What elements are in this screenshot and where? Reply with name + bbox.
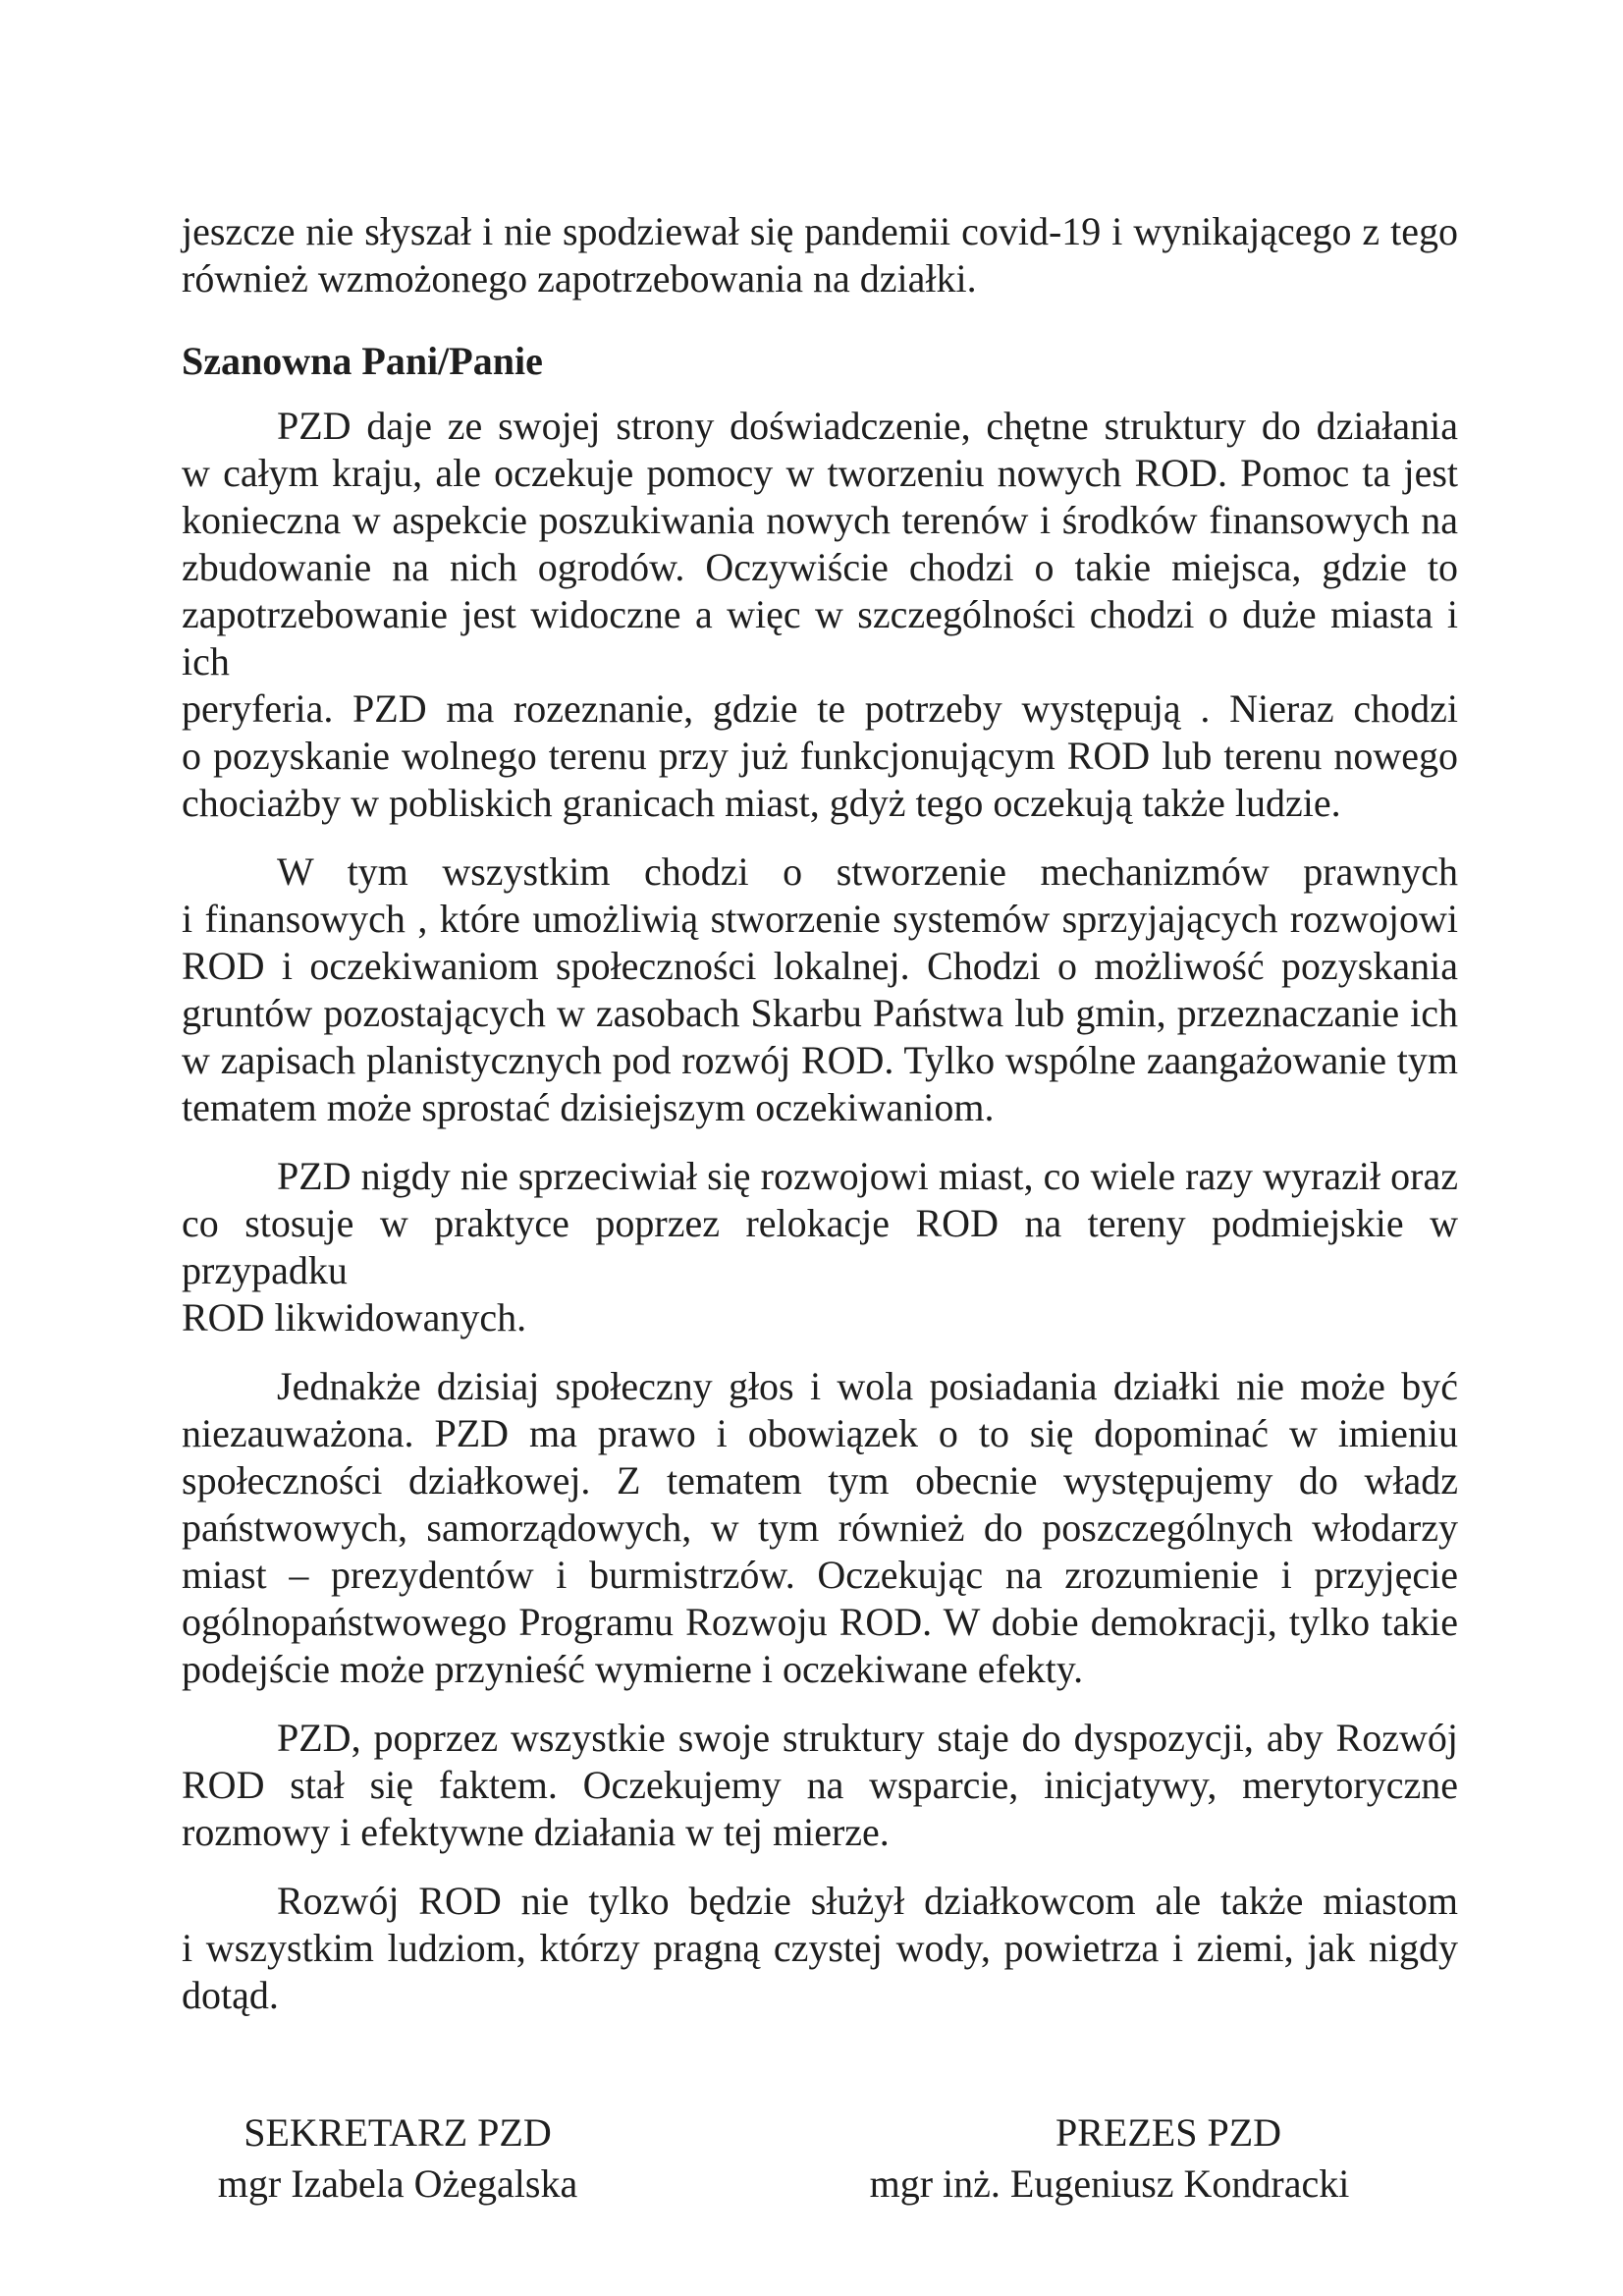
signature-left	[216, 2107, 579, 2210]
text-line: i wszystkim ludziom, którzy pragną czystej wody, powietrza i ziemi, jak nigdy	[182, 1926, 1458, 1970]
paragraph	[182, 1878, 1458, 2019]
signature-right	[864, 2107, 1355, 2210]
text-line: zbudowanie na nich ogrodów. Oczywiście chodzi o takie miejsca, gdzie to	[182, 545, 1458, 589]
text-line: ROD stał się faktem. Oczekujemy na wsparcie, inicjatywy, merytoryczne	[182, 1763, 1458, 1807]
paragraph	[182, 403, 1458, 827]
text-line: niezauważona. PZD ma prawo i obowiązek o to się dopominać w imieniu	[182, 1411, 1458, 1455]
signature-right-name: mgr inż. Eugeniusz Kondracki	[869, 2161, 1350, 2206]
text-line: ogólnopaństwowego Programu Rozwoju ROD. W dobie demokracji, tylko takie	[182, 1600, 1458, 1644]
text-line: konieczna w aspekcie poszukiwania nowych terenów i środków finansowych na	[182, 498, 1458, 542]
text-line: i finansowych , które umożliwią stworzenie systemów sprzyjających rozwojowi	[182, 897, 1458, 941]
paragraph	[182, 1715, 1458, 1856]
text-line: zapotrzebowanie jest widoczne a więc w szczególności chodzi o duże miasta i ich	[182, 592, 1458, 683]
text-line: dotąd.	[182, 1973, 279, 2017]
text-line: gruntów pozostających w zasobach Skarbu Państwa lub gmin, przeznaczanie ich	[182, 991, 1458, 1035]
paragraphs	[182, 403, 1458, 2019]
text-line: PZD daje ze swojej strony doświadczenie, chętne struktury do działania	[277, 404, 1458, 448]
continuation-paragraph	[182, 208, 1458, 302]
text-line: Jednakże dzisiaj społeczny głos i wola posiadania działki nie może być	[277, 1364, 1458, 1408]
text-line: państwowych, samorządowych, w tym również do poszczególnych włodarzy	[182, 1505, 1458, 1550]
text-line: tematem może sprostać dzisiejszym oczekiwaniom.	[182, 1085, 995, 1129]
text-line: miast – prezydentów i burmistrzów. Oczekując na zrozumienie i przyjęcie	[182, 1553, 1458, 1597]
text-line: peryferia. PZD ma rozeznanie, gdzie te potrzeby występują . Nieraz chodzi	[182, 686, 1458, 731]
text-line: podejście może przynieść wymierne i oczekiwane efekty.	[182, 1647, 1084, 1691]
text-line: społeczności działkowej. Z tematem tym obecnie występujemy do władz	[182, 1458, 1458, 1503]
signature-right-title: PREZES PZD	[1055, 2110, 1282, 2155]
text-line: również wzmożonego zapotrzebowania na działki.	[182, 256, 977, 301]
text-line: co stosuje w praktyce poprzez relokacje ROD na tereny podmiejskie w przypadku	[182, 1201, 1458, 1292]
text-line: Rozwój ROD nie tylko będzie służył działkowcom ale także miastom	[277, 1879, 1458, 1923]
salutation: Szanowna Pani/Panie	[182, 339, 543, 383]
letter-body	[182, 208, 1458, 2210]
text-line: PZD, poprzez wszystkie swoje struktury staje do dyspozycji, aby Rozwój	[277, 1716, 1458, 1760]
signature-left-name: mgr Izabela Ożegalska	[217, 2161, 578, 2206]
text-line: ROD likwidowanych.	[182, 1295, 527, 1339]
paragraph	[182, 848, 1458, 1131]
text-line: W tym wszystkim chodzi o stworzenie mechanizmów prawnych	[277, 849, 1458, 894]
paragraph	[182, 1153, 1458, 1341]
signature-left-title: SEKRETARZ PZD	[243, 2110, 552, 2155]
text-line: ROD i oczekiwaniom społeczności lokalnej. Chodzi o możliwość pozyskania	[182, 944, 1458, 988]
paragraph	[182, 1363, 1458, 1693]
text-line: chociażby w pobliskich granicach miast, gdyż tego oczekują także ludzie.	[182, 781, 1341, 825]
text-line: w zapisach planistycznych pod rozwój ROD. Tylko wspólne zaangażowanie tym	[182, 1038, 1458, 1082]
text-line: w całym kraju, ale oczekuje pomocy w tworzeniu nowych ROD. Pomoc ta jest	[182, 451, 1458, 495]
text-line: jeszcze nie słyszał i nie spodziewał się pandemii covid-19 i wynikającego z tego	[182, 209, 1458, 253]
text-line: o pozyskanie wolnego terenu przy już funkcjonującym ROD lub terenu nowego	[182, 734, 1458, 778]
text-line: PZD nigdy nie sprzeciwiał się rozwojowi miast, co wiele razy wyraził oraz	[277, 1154, 1458, 1198]
text-line: rozmowy i efektywne działania w tej mierze.	[182, 1810, 890, 1854]
signature-block	[182, 2107, 1458, 2210]
